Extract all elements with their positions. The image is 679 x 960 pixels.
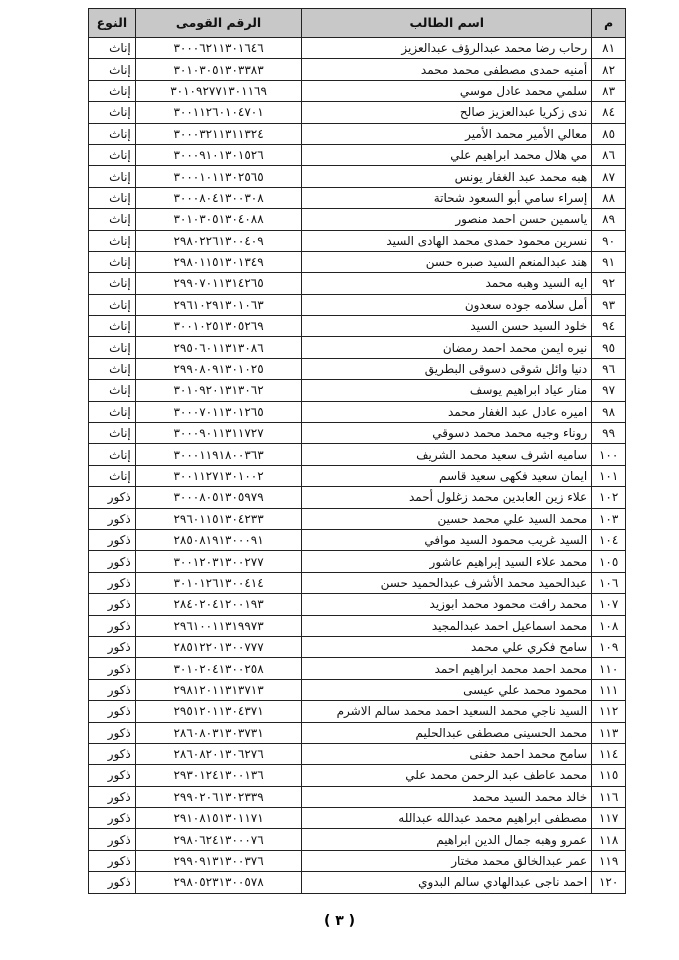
row-number: ١٠١: [592, 465, 626, 486]
row-number: ١١٨: [592, 829, 626, 850]
row-number: ٨٦: [592, 144, 626, 165]
national-id: ٣٠٠٠١١٩١٨٠٠٣٦٣: [135, 444, 302, 465]
row-number: ٨٣: [592, 80, 626, 101]
table-row: [89, 829, 626, 850]
gender: ذكور: [89, 594, 136, 615]
gender: إناث: [89, 423, 136, 444]
gender: إناث: [89, 230, 136, 251]
student-name: عبدالحميد محمد الأشرف عبدالحميد حسن: [302, 572, 592, 593]
student-name: ساميه اشرف سعيد محمد الشريف: [302, 444, 592, 465]
row-number: ٩٣: [592, 294, 626, 315]
table-row: [89, 615, 626, 636]
table-row: [89, 230, 626, 251]
row-number: ٩٤: [592, 316, 626, 337]
row-number: ١١٥: [592, 765, 626, 786]
gender: ذكور: [89, 529, 136, 550]
national-id: ٣٠٠٠١٠١١٣٠٢٥٦٥: [135, 166, 302, 187]
row-number: ١٠٨: [592, 615, 626, 636]
row-number: ٨٨: [592, 187, 626, 208]
table-row: [89, 529, 626, 550]
table-row: [89, 80, 626, 101]
header-number: م: [592, 9, 626, 38]
gender: إناث: [89, 123, 136, 144]
student-name: مي هلال محمد ابراهيم علي: [302, 144, 592, 165]
student-name: محمد الحسينى مصطفى عبدالحليم: [302, 722, 592, 743]
gender: ذكور: [89, 722, 136, 743]
national-id: ٣٠٠٠٣٢١١٣١١٣٢٤: [135, 123, 302, 144]
gender: إناث: [89, 380, 136, 401]
table-row: [89, 59, 626, 80]
student-name: هند عبدالمنعم السيد صبره حسن: [302, 251, 592, 272]
row-number: ١٠٣: [592, 508, 626, 529]
national-id: ٣٠٠٠٨٠٤١٣٠٠٣٠٨: [135, 187, 302, 208]
student-name: أمل سلامه جوده سعدون: [302, 294, 592, 315]
table-row: [89, 594, 626, 615]
national-id: ٢٩٥١٢٠١١٣٠٤٣٧١: [135, 701, 302, 722]
table-row: [89, 765, 626, 786]
national-id: ٣٠٠١١٢٦٠١٠٤٧٠١: [135, 102, 302, 123]
gender: ذكور: [89, 615, 136, 636]
table-row: [89, 850, 626, 871]
national-id: ٢٩٦١٠٠١١٣١٩٩٧٣: [135, 615, 302, 636]
national-id: ٣٠١٠٣٠٥١٣٠٣٣٨٣: [135, 59, 302, 80]
row-number: ١٢٠: [592, 872, 626, 893]
student-name: احمد ناجى عبدالهادي سالم البدوي: [302, 872, 592, 893]
national-id: ٢٩٦٠١١٥١٣٠٤٢٣٣: [135, 508, 302, 529]
national-id: ٢٩٥٠٦٠١١٣١٣٠٨٦: [135, 337, 302, 358]
national-id: ٣٠١٠١٢٦١٣٠٠٤١٤: [135, 572, 302, 593]
table-row: [89, 743, 626, 764]
gender: إناث: [89, 358, 136, 379]
row-number: ١٠٦: [592, 572, 626, 593]
row-number: ١٠٥: [592, 551, 626, 572]
gender: إناث: [89, 187, 136, 208]
national-id: ٣٠٠٠٨٠٥١٣٠٥٩٧٩: [135, 487, 302, 508]
student-name: معالي الأمير محمد الأمير: [302, 123, 592, 144]
row-number: ١٠٠: [592, 444, 626, 465]
row-number: ١١١: [592, 679, 626, 700]
row-number: ٩٧: [592, 380, 626, 401]
table-row: [89, 444, 626, 465]
table-row: [89, 572, 626, 593]
table-row: [89, 380, 626, 401]
national-id: ٢٩٩٠٢٠٦١٣٠٢٣٣٩: [135, 786, 302, 807]
table-row: [89, 679, 626, 700]
table-row: [89, 294, 626, 315]
gender: ذكور: [89, 829, 136, 850]
table-row: [89, 658, 626, 679]
table-row: [89, 251, 626, 272]
table-row: [89, 144, 626, 165]
row-number: ١١٤: [592, 743, 626, 764]
gender: إناث: [89, 209, 136, 230]
student-name: رحاب رضا محمد عبدالرؤف عبدالعزيز: [302, 38, 592, 59]
table-row: [89, 508, 626, 529]
row-number: ٨١: [592, 38, 626, 59]
national-id: ٢٨٦٠٨٠٣١٣٠٣٧٣١: [135, 722, 302, 743]
gender: إناث: [89, 251, 136, 272]
student-name: خلود السيد حسن السيد: [302, 316, 592, 337]
national-id: ٣٠١٠٣٠٥١٣٠٤٠٨٨: [135, 209, 302, 230]
national-id: ٣٠٠٠٩١٠١٣٠١٥٢٦: [135, 144, 302, 165]
row-number: ٩٢: [592, 273, 626, 294]
student-name: محمد احمد محمد ابراهيم احمد: [302, 658, 592, 679]
table-row: [89, 102, 626, 123]
row-number: ٨٤: [592, 102, 626, 123]
gender: ذكور: [89, 658, 136, 679]
national-id: ٢٩٨٠٦٢٤١٣٠٠٠٧٦: [135, 829, 302, 850]
student-name: السيد غريب محمود السيد موافي: [302, 529, 592, 550]
student-name: روناء وجيه محمد محمد دسوقي: [302, 423, 592, 444]
student-name: ايمان سعيد فكهى سعيد قاسم: [302, 465, 592, 486]
national-id: ٢٩٨٠٥٢٣١٣٠٠٥٧٨: [135, 872, 302, 893]
row-number: ١١٦: [592, 786, 626, 807]
national-id: ٢٩٩٠٧٠١١٣١٤٢٦٥: [135, 273, 302, 294]
student-name: ندى زكريا عبدالعزيز صالح: [302, 102, 592, 123]
national-id: ٣٠٠١١٢٧١٣٠١٠٠٢: [135, 465, 302, 486]
student-name: ايه السيد وهبه محمد: [302, 273, 592, 294]
row-number: ٨٢: [592, 59, 626, 80]
gender: ذكور: [89, 487, 136, 508]
gender: إناث: [89, 80, 136, 101]
national-id: ٣٠١٠٩٢٠١٣١٣٠٦٢: [135, 380, 302, 401]
student-name: خالد محمد السيد محمد: [302, 786, 592, 807]
header-student-name: اسم الطالب: [302, 9, 592, 38]
gender: ذكور: [89, 679, 136, 700]
gender: إناث: [89, 166, 136, 187]
student-name: علاء زين العابدين محمد زغلول أحمد: [302, 487, 592, 508]
row-number: ١١٧: [592, 808, 626, 829]
national-id: ٢٩٨٠٢٢٦١٣٠٠٤٠٩: [135, 230, 302, 251]
table-row: [89, 872, 626, 893]
row-number: ٩٥: [592, 337, 626, 358]
national-id: ٢٨٤٠٢٠٤١٢٠٠١٩٣: [135, 594, 302, 615]
national-id: ٣٠٠١٢٠٣١٣٠٠٢٧٧: [135, 551, 302, 572]
gender: ذكور: [89, 636, 136, 657]
gender: إناث: [89, 59, 136, 80]
national-id: ٢٨٦٠٨٢٠١٣٠٦٢٧٦: [135, 743, 302, 764]
page-number: ( ٣ ): [323, 913, 356, 929]
national-id: ٢٩٦١٠٢٩١٣٠١٠٦٣: [135, 294, 302, 315]
student-name: محمد السيد علي محمد حسين: [302, 508, 592, 529]
row-number: ٩٩: [592, 423, 626, 444]
student-name: عمرو وهبه جمال الدين ابراهيم: [302, 829, 592, 850]
national-id: ٢٩٩٠٨٠٩١٣٠١٠٢٥: [135, 358, 302, 379]
gender: إناث: [89, 444, 136, 465]
row-number: ٩٨: [592, 401, 626, 422]
gender: ذكور: [89, 508, 136, 529]
gender: إناث: [89, 102, 136, 123]
student-name: محمد عاطف عبد الرحمن محمد علي: [302, 765, 592, 786]
student-name: أمنيه حمدى مصطفى محمد محمد: [302, 59, 592, 80]
national-id: ٢٩٩٠٩١٣١٣٠٠٣٧٦: [135, 850, 302, 871]
row-number: ١١٩: [592, 850, 626, 871]
student-name: سامح محمد احمد حفنى: [302, 743, 592, 764]
national-id: ٢٨٥٠٨١٩١٣٠٠٠٩١: [135, 529, 302, 550]
gender: ذكور: [89, 743, 136, 764]
table-row: [89, 273, 626, 294]
student-name: اميره عادل عبد الغفار محمد: [302, 401, 592, 422]
student-name: نسرين محمود حمدى محمد الهادى السيد: [302, 230, 592, 251]
row-number: ٨٧: [592, 166, 626, 187]
student-name: محمود محمد علي عيسى: [302, 679, 592, 700]
student-name: محمد رافت محمود محمد ابوزيد: [302, 594, 592, 615]
table-row: [89, 166, 626, 187]
gender: ذكور: [89, 786, 136, 807]
row-number: ١١٠: [592, 658, 626, 679]
gender: ذكور: [89, 765, 136, 786]
national-id: ٣٠٠٠٦٢١١٣٠١٦٤٦: [135, 38, 302, 59]
national-id: ٢٩٨١٢٠١١٣١٣٧١٣: [135, 679, 302, 700]
gender: إناث: [89, 273, 136, 294]
table-row: [89, 722, 626, 743]
gender: ذكور: [89, 551, 136, 572]
table-row: [89, 337, 626, 358]
table-row: [89, 209, 626, 230]
row-number: ٨٥: [592, 123, 626, 144]
national-id: ٢٩٨٠١١٥١٣٠١٣٤٩: [135, 251, 302, 272]
table-row: [89, 701, 626, 722]
student-name: محمد علاء السيد إبراهيم عاشور: [302, 551, 592, 572]
student-name: السيد ناجي محمد السعيد احمد محمد سالم الاشرم: [302, 701, 592, 722]
table-row: [89, 808, 626, 829]
student-name: هبه محمد عبد الغفار يونس: [302, 166, 592, 187]
table-row: [89, 551, 626, 572]
student-name: إسراء سامي أبو السعود شحاتة: [302, 187, 592, 208]
gender: إناث: [89, 144, 136, 165]
table-row: [89, 316, 626, 337]
gender: إناث: [89, 337, 136, 358]
gender: إناث: [89, 465, 136, 486]
students-table: [88, 8, 626, 894]
table-row: [89, 38, 626, 59]
header-gender: النوع: [89, 9, 136, 38]
national-id: ٣٠٠٠٧٠١١٣٠١٢٦٥: [135, 401, 302, 422]
table-row: [89, 487, 626, 508]
student-name: منار عياد ابراهيم يوسف: [302, 380, 592, 401]
student-name: ياسمين حسن احمد منصور: [302, 209, 592, 230]
table-row: [89, 786, 626, 807]
student-name: سامح فكري علي محمد: [302, 636, 592, 657]
gender: ذكور: [89, 808, 136, 829]
table-row: [89, 401, 626, 422]
table-row: [89, 423, 626, 444]
row-number: ١١٢: [592, 701, 626, 722]
header-national-id: الرقم القومى: [135, 9, 302, 38]
national-id: ٣٠٠٠٩٠١١٣١١٧٢٧: [135, 423, 302, 444]
row-number: ١١٣: [592, 722, 626, 743]
national-id: ٢٩١٠٨١٥١٣٠١١٧١: [135, 808, 302, 829]
student-name: محمد اسماعيل احمد عبدالمجيد: [302, 615, 592, 636]
table-row: [89, 123, 626, 144]
gender: ذكور: [89, 572, 136, 593]
student-name: سلمي محمد عادل موسي: [302, 80, 592, 101]
table-row: [89, 636, 626, 657]
student-name: مصطفى ابراهيم محمد عبدالله عبدالله: [302, 808, 592, 829]
student-name: دنيا وائل شوقى دسوقى البطريق: [302, 358, 592, 379]
row-number: ١٠٢: [592, 487, 626, 508]
table-row: [89, 187, 626, 208]
national-id: ٣٠١٠٩٢٧٧١٣٠١١٦٩: [135, 80, 302, 101]
gender: إناث: [89, 294, 136, 315]
national-id: ٢٨٥١٢٢٠١٣٠٠٧٧٧: [135, 636, 302, 657]
student-name: نيره ايمن محمد احمد رمضان: [302, 337, 592, 358]
table-header-row: [89, 9, 626, 38]
student-name: عمر عبدالخالق محمد مختار: [302, 850, 592, 871]
table-row: [89, 465, 626, 486]
table-row: [89, 358, 626, 379]
row-number: ١٠٧: [592, 594, 626, 615]
gender: ذكور: [89, 850, 136, 871]
row-number: ٩٦: [592, 358, 626, 379]
gender: إناث: [89, 38, 136, 59]
national-id: ٣٠١٠٢٠٤١٣٠٠٢٥٨: [135, 658, 302, 679]
gender: إناث: [89, 316, 136, 337]
row-number: ٩١: [592, 251, 626, 272]
gender: ذكور: [89, 872, 136, 893]
gender: ذكور: [89, 701, 136, 722]
row-number: ٩٠: [592, 230, 626, 251]
national-id: ٢٩٣٠١٢٤١٣٠٠١٣٦: [135, 765, 302, 786]
national-id: ٣٠٠١٠٢٥١٣٠٥٢٦٩: [135, 316, 302, 337]
gender: إناث: [89, 401, 136, 422]
row-number: ٨٩: [592, 209, 626, 230]
row-number: ١٠٤: [592, 529, 626, 550]
row-number: ١٠٩: [592, 636, 626, 657]
